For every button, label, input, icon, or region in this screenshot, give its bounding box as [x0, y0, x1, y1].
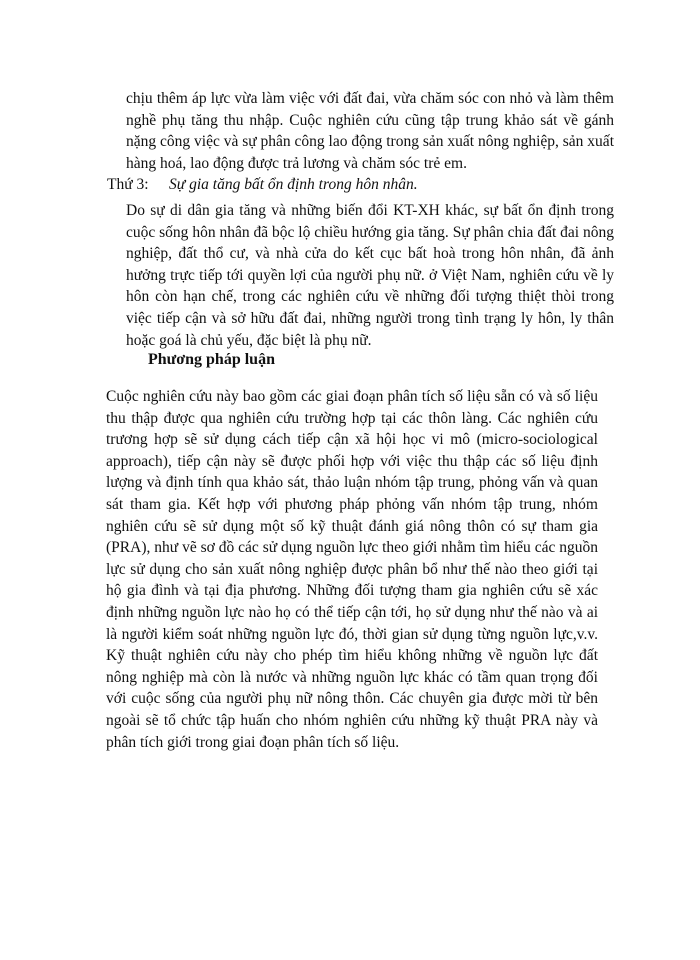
- item-3-heading: [107, 174, 617, 196]
- item-3-title: Sự gia tăng bất ổn định trong hôn nhân.: [169, 176, 418, 193]
- section-heading-methodology: Phương pháp luận: [148, 351, 275, 368]
- intro-paragraph: [126, 88, 614, 174]
- item-3-label: Thứ 3:: [107, 176, 149, 193]
- intro-text: chịu thêm áp lực vừa làm việc với đất đai, vừa chăm sóc con nhỏ và làm thêm nghề phụ tăng thu nhập. Cuộc nghiên cứu cũng tập trung khảo sát về gánh nặng công việc và sự phân công lao động trong sản xuất nông nghiệp, sản xuất hàng hoá, lao động được trả lương và chăm sóc trẻ em.: [126, 90, 614, 172]
- methodology-paragraph: [106, 386, 598, 753]
- item-3-text: Do sự di dân gia tăng và những biến đổi KT-XH khác, sự bất ổn định trong cuộc sống hôn nhân đã bộc lộ chiều hướng gia tăng. Sự phân chia đất đai nông nghiệp, đất thổ cư, và nhà cửa do kết cục bất hoà trong hôn nhân, đã ảnh hưởng trực tiếp tới quyền lợi của người phụ nữ. ở Việt Nam, nghiên cứu về ly hôn còn hạn chế, trong các nghiên cứu về những đối tượng thiệt thòi trong việc tiếp cận và sở hữu đất đai, những người trong tình trạng ly hôn, ly thân hoặc goá là chủ yếu, đặc biệt là phụ nữ.: [126, 202, 614, 349]
- item-3-paragraph: [126, 200, 614, 351]
- methodology-text: Cuộc nghiên cứu này bao gồm các giai đoạn phân tích số liệu sẵn có và số liệu thu thập được qua nghiên cứu trường hợp tại các thôn làng. Các nghiên cứu trương hợp sẽ sử dụng cách tiếp cận xã hội học vi mô (micro-sociological approach), tiếp cận này sẽ được phối hợp với việc thu thập các số liệu định lượng và định tính qua khảo sát, thảo luận nhóm tập trung, phỏng vấn và quan sát tham gia. Kết hợp với phương pháp phỏng vấn nhóm tập trung, nhóm nghiên cứu sẽ sử dụng một số kỹ thuật đánh giá nông thôn có sự tham gia (PRA), như vẽ sơ đồ các sử dụng nguồn lực theo giới nhằm tìm hiểu các nguồn lực sử dụng cho sản xuất nông nghiệp được phân bổ như thế nào theo giới tại hộ gia đình và tại địa phương. Những đối tượng tham gia nghiên cứu sẽ xác định những nguồn lực nào họ có thể tiếp cận tới, họ sử dụng như thế nào và ai là người kiểm soát những nguồn lực đó, thời gian sử dụng từng nguồn lực,v.v. Kỹ thuật nghiên cứu này cho phép tìm hiểu không những về nguồn lực đất nông nghiệp mà còn là nước và những nguồn lực khác có tầm quan trọng đối với cuộc sống của người phụ nữ nông thôn. Các chuyên gia được mời từ bên ngoài sẽ tổ chức tập huấn cho nhóm nghiên cứu những kỹ thuật PRA này và phân tích giới trong giai đoạn phân tích số liệu.: [106, 388, 598, 751]
